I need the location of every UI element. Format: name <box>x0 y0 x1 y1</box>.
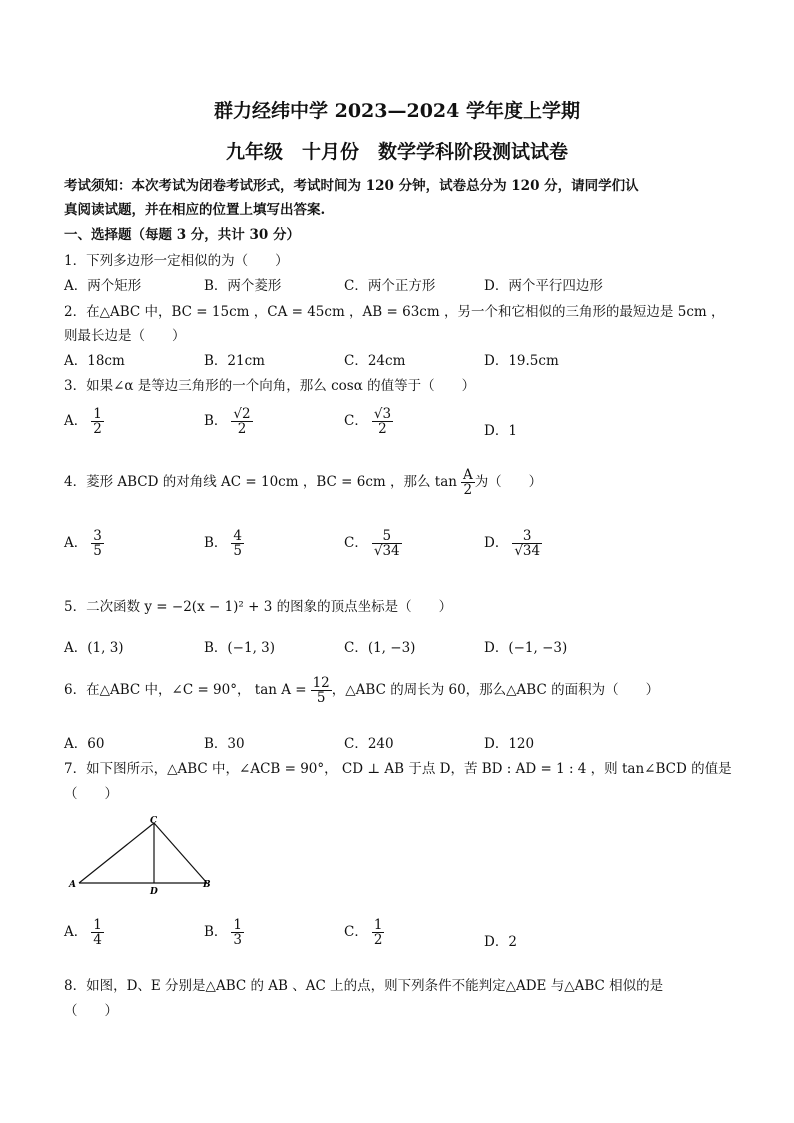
q7-option-d: D．2 <box>484 934 517 950</box>
q2-stem-line2: 则最长边是（ ） <box>64 328 186 344</box>
q5-option-c: C．(1, −3) <box>344 640 416 656</box>
q1-option-c: C．两个正方形 <box>344 278 436 294</box>
q4-option-c: C． $\frac{5}{√34}$ <box>344 528 400 560</box>
exam-title-line2: 九年级 十月份 数学学科阶段测试试卷 <box>225 141 568 163</box>
q5-option-a: A．(1, 3) <box>64 640 124 656</box>
q7-triangle-figure <box>64 812 224 898</box>
q7-stem-line2: （ ） <box>64 786 118 802</box>
q6-option-c: C．240 <box>344 736 394 752</box>
q3-option-a: A． $\frac{1}{2}$ <box>64 406 102 438</box>
section-heading-choice: 一、选择题（每题 3 分，共计 30 分） <box>64 227 300 243</box>
q1-option-a: A．两个矩形 <box>64 278 142 294</box>
q6-stem: 6．在△ABC 中，∠C = 90°， tan A = $\frac{12}{5}$ ，△ABC 的周长为 60，那么△ABC 的面积为（ ） <box>64 675 660 707</box>
q6-option-b: B．30 <box>204 736 245 752</box>
label-d: D <box>150 887 158 897</box>
notice-line2: 真阅读试题，并在相应的位置上填写出答案. <box>64 202 326 218</box>
q6-option-d: D．120 <box>484 736 535 752</box>
notice-line1: 考试须知：本次考试为闭卷考试形式，考试时间为 120 分钟，试卷总分为 120 分，请同学们认 <box>64 178 639 194</box>
label-a: A <box>69 880 76 890</box>
q8-stem-line1: 8．如图，D、E 分别是△ABC 的 AB 、AC 上的点，则下列条件不能判定△ADE 与△ABC 相似的是 <box>64 978 664 994</box>
q4-option-a: A． $\frac{3}{5}$ <box>64 528 102 560</box>
q3-option-b: B． $\frac{√2}{2}$ <box>204 406 251 438</box>
q6-option-a: A．60 <box>64 736 105 752</box>
q4-stem: 4．菱形 ABCD 的对角线 AC = 10cm ，BC = 6cm ，那么 tan $\frac{A}{2}$ 为（ ） <box>64 467 543 499</box>
q7-option-c: C． $\frac{1}{2}$ <box>344 917 383 949</box>
segment-ac <box>79 823 154 883</box>
q1-stem: 1．下列多边形一定相似的为（ ） <box>64 253 289 269</box>
q2-stem-line1: 2．在△ABC 中，BC = 15cm ，CA = 45cm ，AB = 63cm ，另一个和它相似的三角形的最短边是 5cm ， <box>64 304 725 320</box>
q3-option-d: D．1 <box>484 423 517 439</box>
q5-stem: 5．二次函数 y = −2(x − 1)² + 3 的图象的顶点坐标是（ ） <box>64 599 453 615</box>
q4-option-b: B． $\frac{4}{5}$ <box>204 528 243 560</box>
q7-stem-line1: 7．如下图所示，△ABC 中，∠ACB = 90°， CD ⊥ AB 于点 D，苦 BD : AD = 1 : 4 ，则 tan∠BCD 的值是 <box>64 761 732 777</box>
label-b: B <box>203 880 211 890</box>
q4-option-d: D． $\frac{3}{√34}$ <box>484 528 541 560</box>
q2-option-c: C．24cm <box>344 353 406 369</box>
q5-option-d: D．(−1, −3) <box>484 640 568 656</box>
label-c: C <box>150 816 158 826</box>
q3-option-c: C． $\frac{√3}{2}$ <box>344 406 392 438</box>
q7-option-b: B． $\frac{1}{3}$ <box>204 917 243 949</box>
segment-cb <box>154 823 207 883</box>
q2-option-d: D．19.5cm <box>484 353 559 369</box>
q1-option-d: D．两个平行四边形 <box>484 278 603 294</box>
q5-option-b: B．(−1, 3) <box>204 640 276 656</box>
q1-option-b: B．两个菱形 <box>204 278 282 294</box>
q3-stem: 3．如果∠α 是等边三角形的一个向角，那么 cosα 的值等于（ ） <box>64 378 476 394</box>
q8-stem-line2: （ ） <box>64 1003 118 1019</box>
q7-option-a: A． $\frac{1}{4}$ <box>64 917 102 949</box>
q2-option-a: A．18cm <box>64 353 125 369</box>
exam-title-line1: 群力经纬中学 2023—2024 学年度上学期 <box>214 100 580 122</box>
q2-option-b: B．21cm <box>204 353 265 369</box>
